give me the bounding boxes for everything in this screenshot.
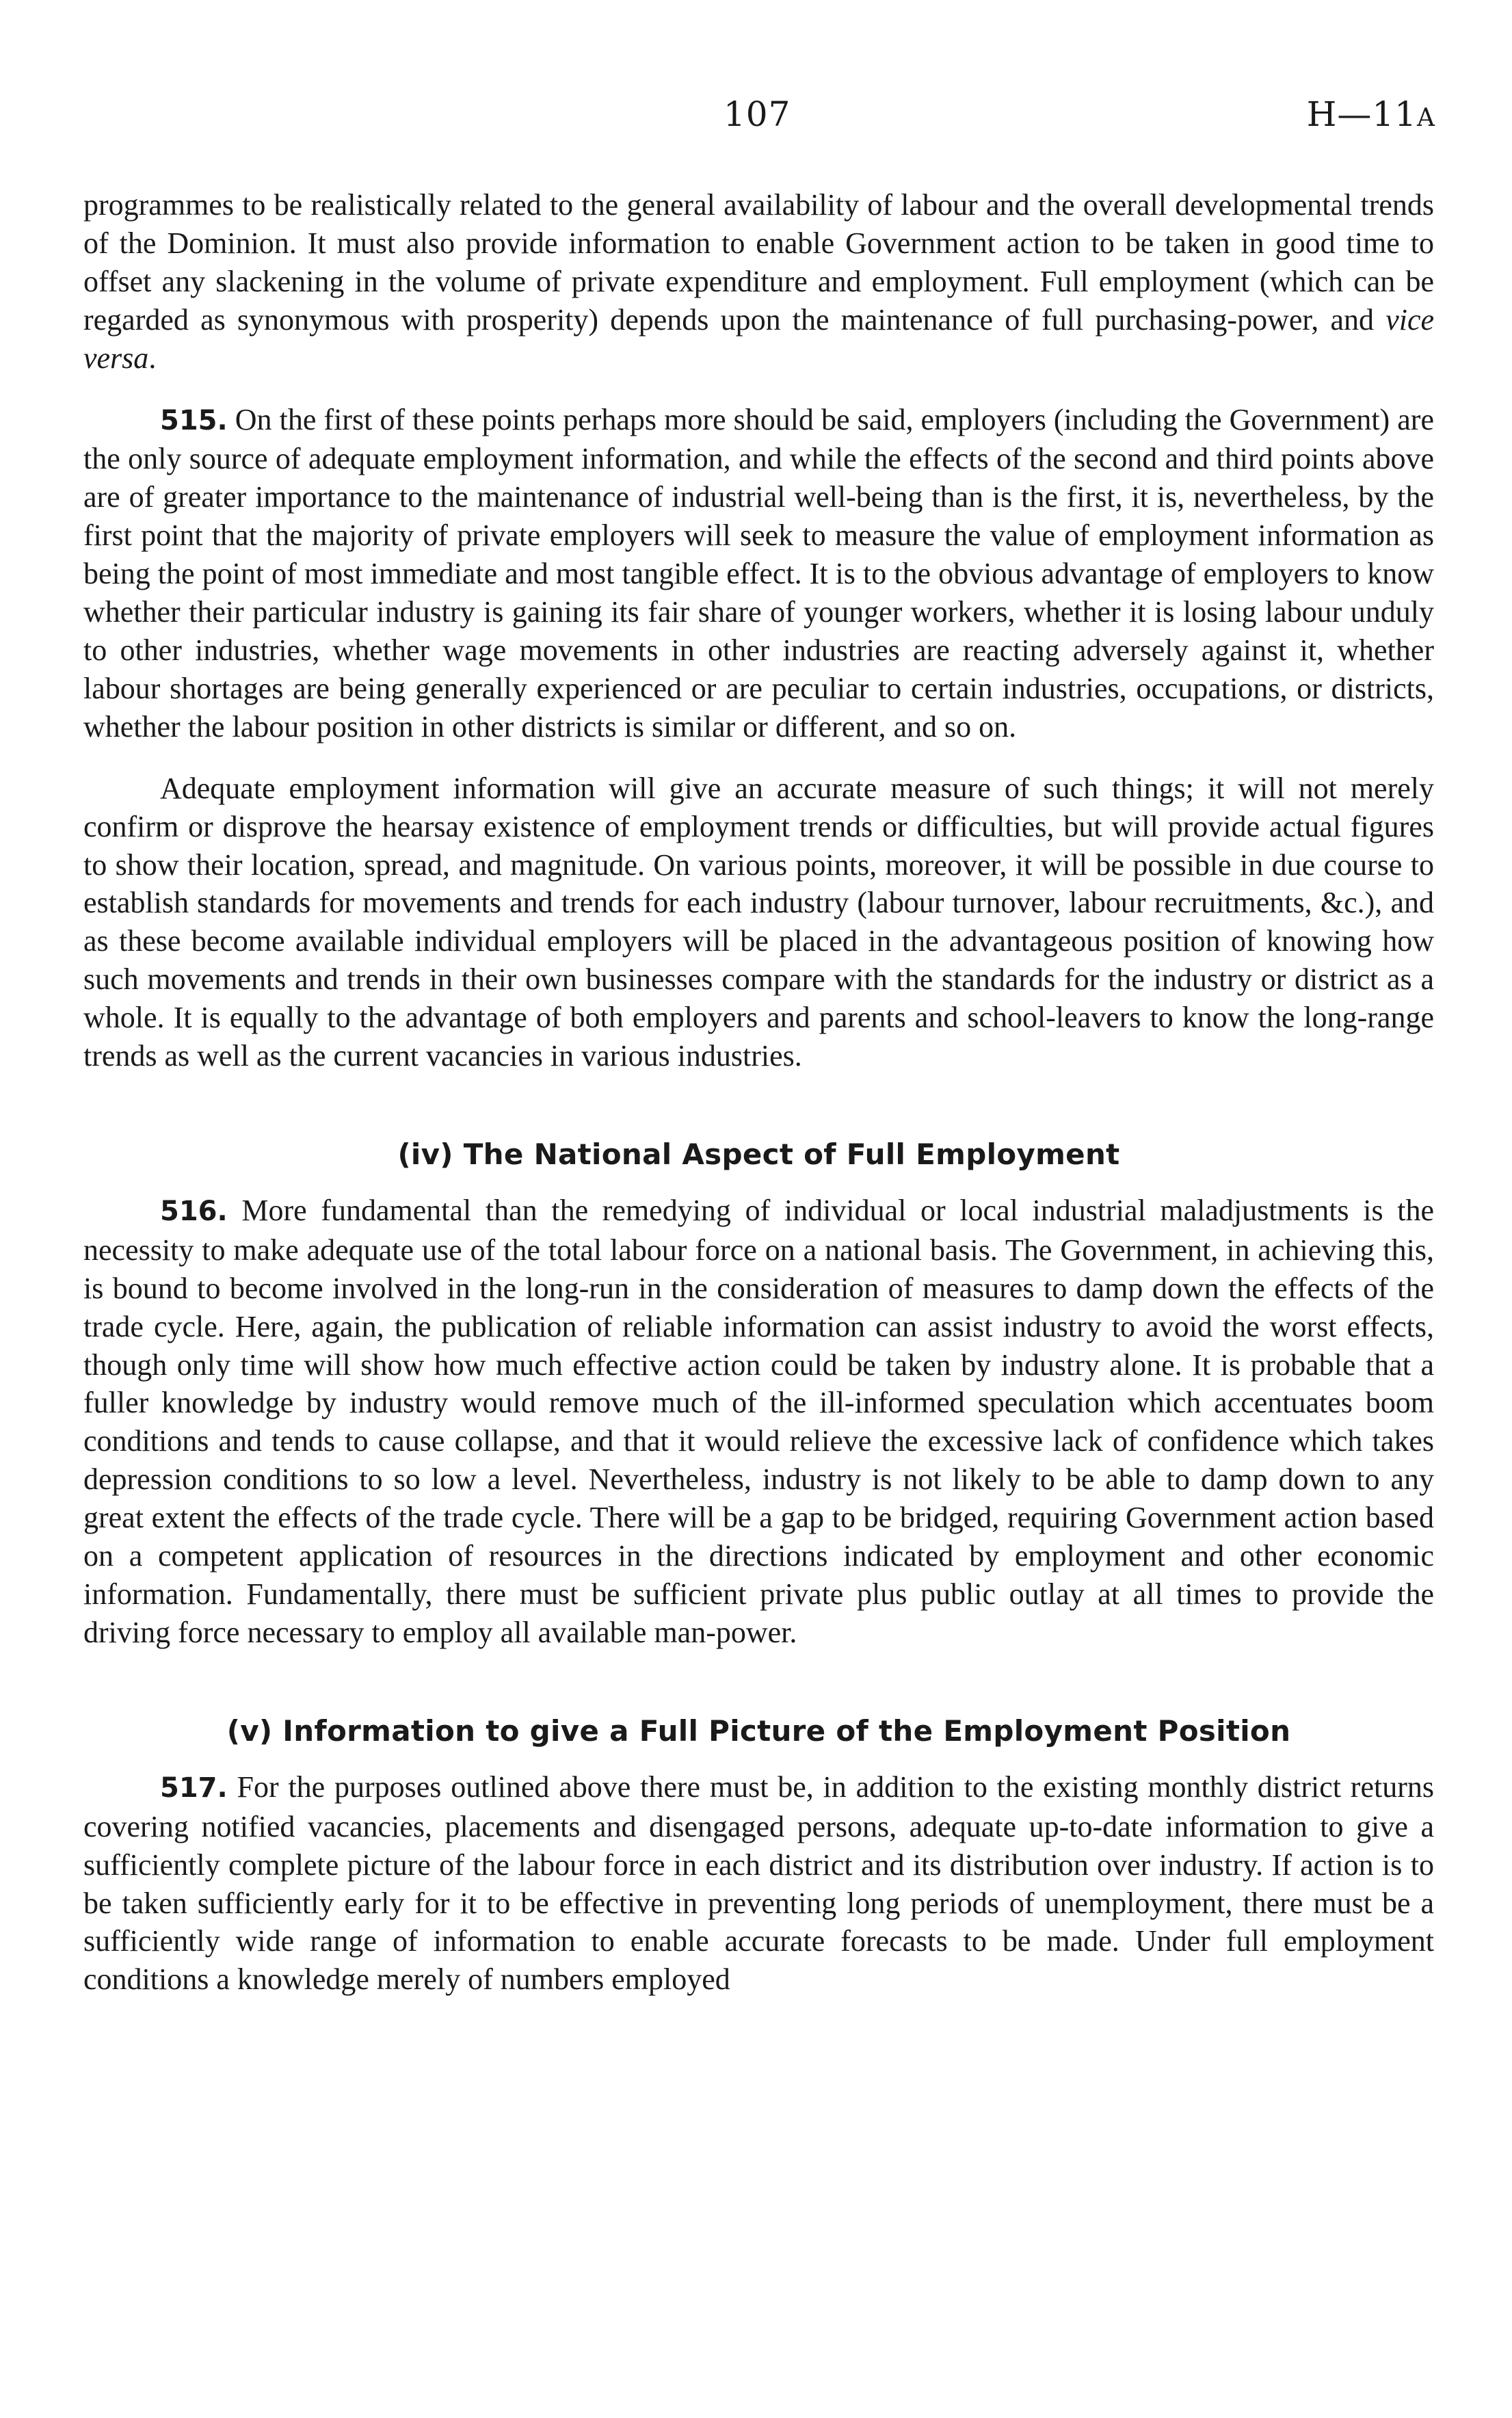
document-reference-main: H—11 — [1306, 94, 1417, 134]
document-body — [83, 186, 1434, 1999]
paragraph-text: For the purposes outlined above there must be, in addition to the existing monthly district returns covering notified vacancies, placements and disengaged persons, adequate up-to-date information to give a sufficiently complete picture of the labour force in each district and its distribution over industry. If action is to be taken sufficiently early for it to be effective in preventing long periods of unemployment, there must be a sufficiently wide range of information to enable accurate forecasts to be made. Under full employment conditions a knowledge merely of numbers employed — [83, 1770, 1434, 1997]
page-number: 107 — [724, 94, 791, 134]
italic-phrase: vice versa — [83, 302, 1434, 375]
paragraph-number: 516. — [160, 1195, 228, 1227]
paragraph-515-continued: Adequate employment information will give an accurate measure of such things; it will not merely confirm or disprove the hearsay existence of employment trends or difficulties, but will provide actual figures to show their location, spread, and magnitude. On various points, moreover, it will be possible in due course to establish standards for movements and trends for each industry (labour turnover, labour recruitments, &c.), and as these become available individual employers will be placed in the advantageous position of knowing how such movements and trends in their own businesses compare with the standards for the industry or district as a whole. It is equally to the advantage of both employers and parents and school-leavers to know the long-range trends as well as the current vacancies in various industries. — [83, 771, 1434, 1073]
section-heading-iv: (iv) The National Aspect of Full Employment — [397, 1137, 1120, 1171]
document-reference-suffix: A — [1417, 104, 1435, 132]
paragraph-continued — [83, 186, 1434, 378]
paragraph-text: More fundamental than the remedying of individual or local industrial maladjustments is the necessity to make adequate use of the total labour force on a national basis. The Government, in achieving this, is bound to become involved in the long-run in the consideration of measures to damp down the effects of the trade cycle. Here, again, the publication of reliable information can assist industry to avoid the worst effects, though only time will show how much effective action could be taken by industry alone. It is probable that a fuller knowledge by industry would remove much of the ill-informed speculation which accentuates boom conditions and tends to cause collapse, and that it would relieve the excessive lack of confidence which takes depression conditions to so low a level. Nevertheless, industry is not likely to be able to damp down to any great extent the effects of the trade cycle. There will be a gap to be bridged, requiring Government action based on a competent application of resources in the directions indicated by employment and other economic information. Fundamentally, there must be sufficient private plus public outlay at all times to provide the driving force necessary to employ all available man-power. — [83, 1193, 1434, 1649]
section-heading-v: (v) Information to give a Full Picture of the Employment Position — [226, 1713, 1291, 1748]
document-reference — [1307, 94, 1435, 134]
paragraph-text: programmes to be realistically related to the general availability of labour and the overall developmental trends of the Dominion. It must also provide information to enable Government action to be taken in good time to offset any slackening in the volume of private expenditure and employment. Full employment (which can be regarded as synonymous with prosperity) depends upon the maintenance of full purchasing-power, and — [83, 188, 1434, 337]
paragraph-515 — [83, 401, 1434, 746]
paragraph-text: On the first of these points perhaps more should be said, employers (including the Government) are the only source of adequate employment information, and while the effects of the second and third points above are of greater importance to the maintenance of industrial well-being than is the first, it is, nevertheless, by the first point that the majority of private employers will seek to measure the value of employment information as being the point of most immediate and most tangible effect. It is to the obvious advantage of employers to know whether their particular industry is gaining its fair share of younger workers, whether it is losing labour unduly to other industries, whether wage movements in other industries are reacting adversely against it, whether labour shortages are being generally experienced or are peculiar to certain industries, occupations, or districts, whether the labour position in other districts is similar or different, and so on. — [83, 402, 1434, 744]
page-header — [0, 94, 1512, 142]
paragraph-number: 517. — [160, 1772, 228, 1804]
paragraph-517 — [83, 1768, 1434, 1999]
paragraph-end: . — [148, 341, 157, 375]
paragraph-number: 515. — [160, 404, 228, 436]
paragraph-516 — [83, 1192, 1434, 1652]
